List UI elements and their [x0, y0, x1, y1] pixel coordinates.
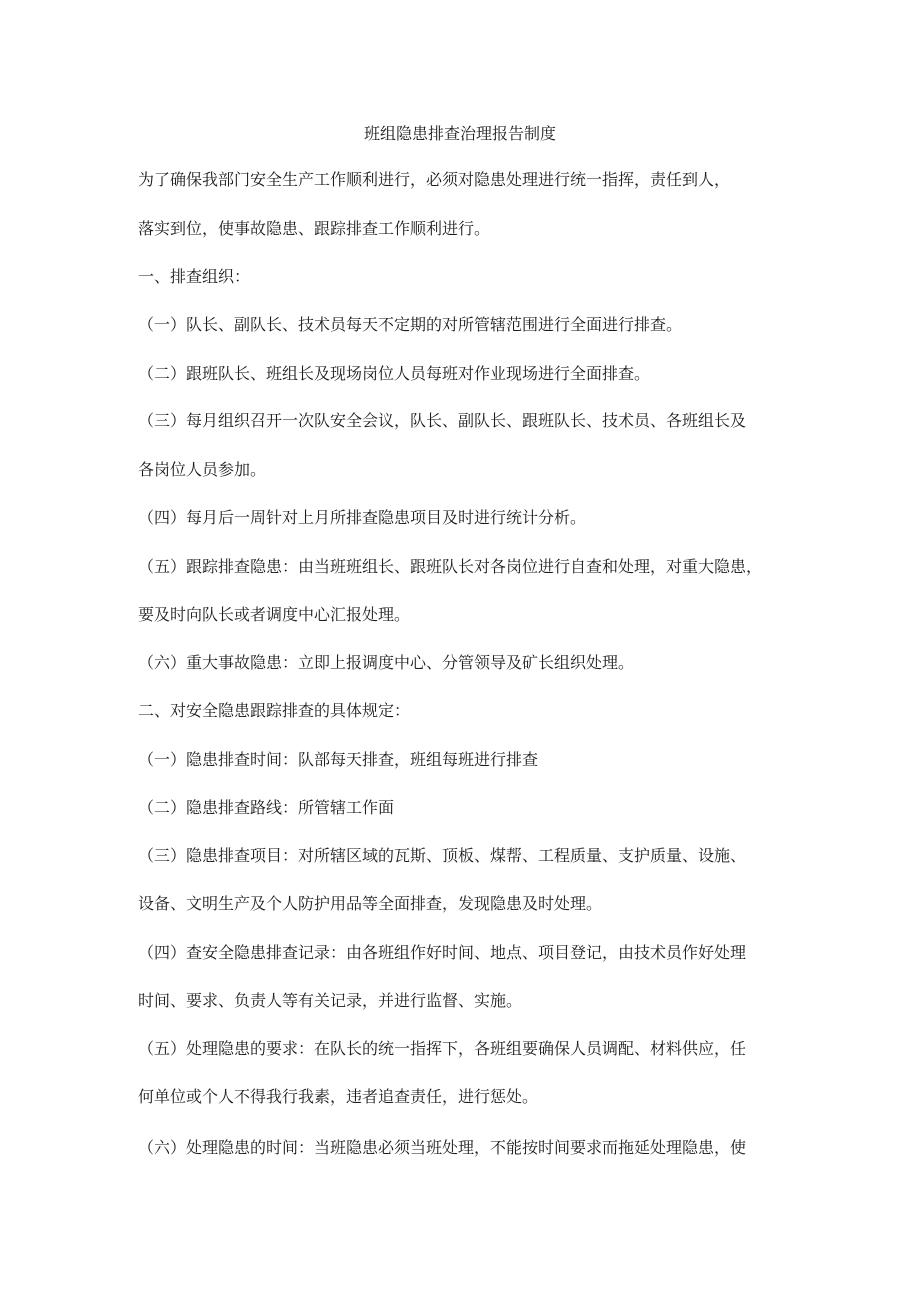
paragraph-line: （五）处理隐患的要求：在队长的统一指挥下，各班组要确保人员调配、材料供应，任: [138, 1039, 747, 1058]
paragraph-line: （四）查安全隐患排查记录：由各班组作好时间、地点、项目登记，由技术员作好处理: [138, 943, 747, 962]
paragraph-line: 设备、文明生产及个人防护用品等全面排查，发现隐患及时处理。: [138, 894, 603, 913]
paragraph-line: （五）跟踪排查隐患：由当班班组长、跟班队长对各岗位进行自查和处理，对重大隐患，: [138, 557, 763, 576]
paragraph-line: 落实到位，使事故隐患、跟踪排查工作顺利进行。: [138, 219, 491, 238]
paragraph-line: （六）处理隐患的时间：当班隐患必须当班处理，不能按时间要求而拖延处理隐患，使: [138, 1138, 747, 1157]
paragraph-line: （三）每月组织召开一次队安全会议，队长、副队长、跟班队长、技术员、各班组长及: [138, 411, 747, 430]
section-heading: 一、排查组织：: [138, 267, 251, 286]
paragraph-line: （六）重大事故隐患：立即上报调度中心、分管领导及矿长组织处理。: [138, 653, 635, 672]
paragraph-line: 何单位或个人不得我行我素，违者追查责任，进行惩处。: [138, 1087, 539, 1106]
section-heading: 二、对安全隐患跟踪排查的具体规定：: [138, 701, 411, 720]
paragraph-line: （四）每月后一周针对上月所排查隐患项目及时进行统计分析。: [138, 508, 587, 527]
paragraph-line: 要及时向队长或者调度中心汇报处理。: [138, 605, 411, 624]
paragraph-line: （一）队长、副队长、技术员每天不定期的对所管辖范围进行全面进行排查。: [138, 315, 683, 334]
document-title: 班组隐患排查治理报告制度: [363, 124, 556, 143]
paragraph-line: （一）隐患排查时间：队部每天排查，班组每班进行排查: [138, 750, 539, 769]
paragraph-line: 各岗位人员参加。: [138, 460, 267, 479]
paragraph-line: 为了确保我部门安全生产工作顺利进行，必须对隐患处理进行统一指挥，责任到人，: [138, 170, 731, 189]
paragraph-line: （二）跟班队长、班组长及现场岗位人员每班对作业现场进行全面排查。: [138, 364, 651, 383]
paragraph-line: （二）隐患排查路线：所管辖工作面: [138, 798, 395, 817]
paragraph-line: （三）隐患排查项目：对所辖区域的瓦斯、顶板、煤帮、工程质量、支护质量、设施、: [138, 846, 747, 865]
paragraph-line: 时间、要求、负责人等有关记录，并进行监督、实施。: [138, 991, 523, 1010]
